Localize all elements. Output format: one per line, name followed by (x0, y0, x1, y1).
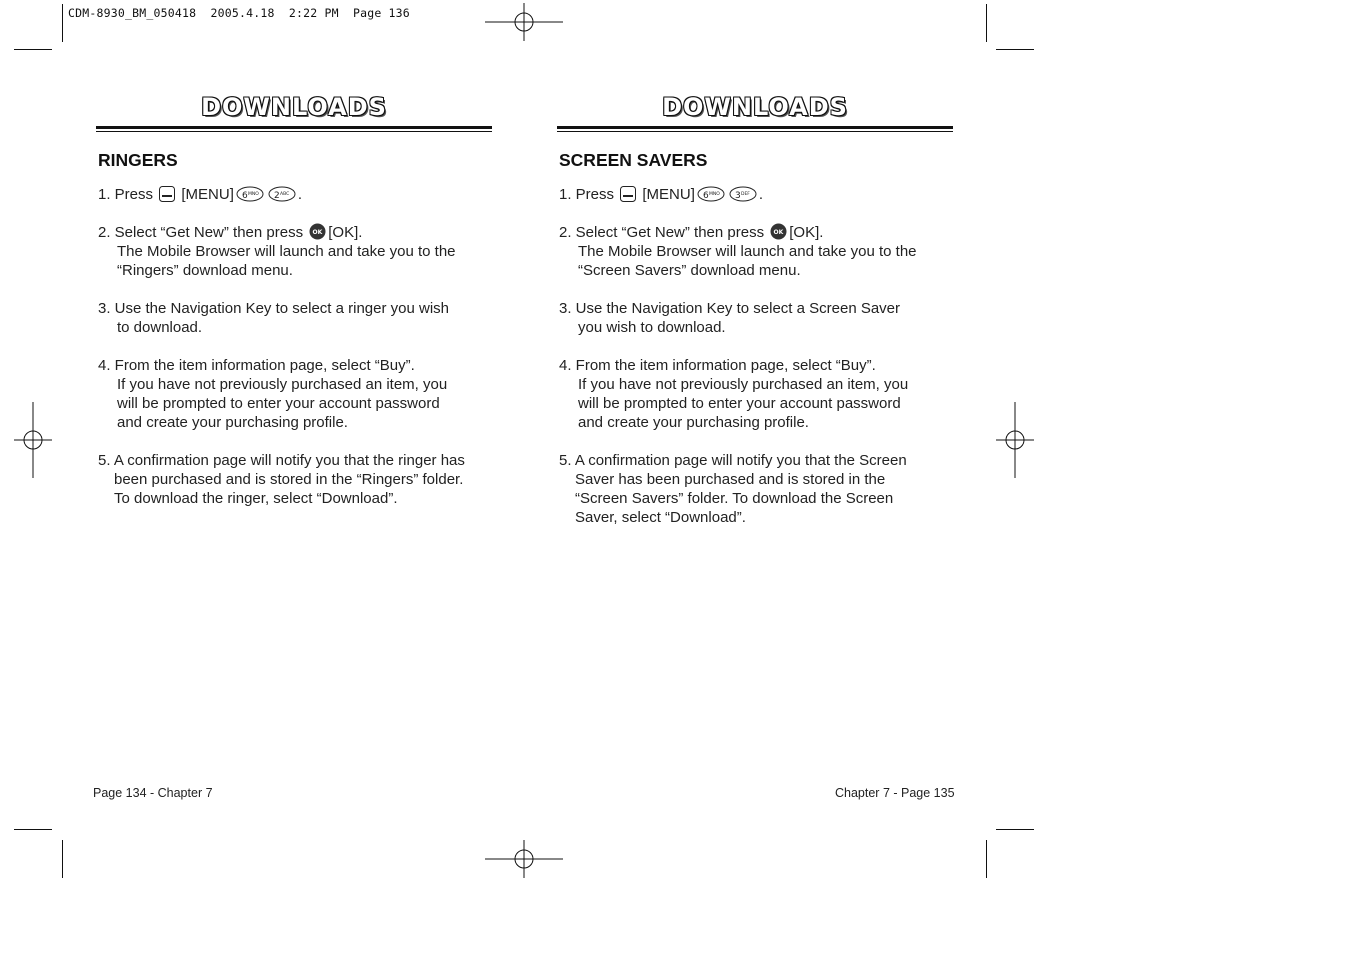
step-line: been purchased and is stored in the “Ringers” folder. (114, 471, 464, 488)
section-title: RINGERS (98, 150, 178, 170)
step-2 (98, 223, 492, 280)
title-rule (557, 126, 953, 129)
title-rule (96, 126, 492, 129)
step-line: 5. A confirmation page will notify you that the ringer has (98, 452, 465, 469)
step-line: 3. Use the Navigation Key to select a ringer you wish (98, 300, 450, 317)
svg-text:2: 2 (273, 191, 280, 201)
crop-mark (986, 840, 987, 878)
step-line: and create your purchasing profile. (117, 414, 348, 431)
step-line: To download the ringer, select “Download”. (114, 490, 398, 507)
registration-mark-icon (485, 3, 563, 41)
key-2-abc-icon (268, 186, 296, 202)
crop-mark (62, 4, 63, 42)
steps-list (98, 185, 492, 508)
step-line (98, 223, 492, 242)
key-3-def-icon (729, 186, 757, 202)
step-text: [OK]. (328, 224, 363, 241)
step-line: 5. A confirmation page will notify you that the Screen (559, 452, 907, 469)
step-3 (98, 299, 492, 337)
step-line: “Ringers” download menu. (117, 262, 293, 279)
step-1 (559, 185, 953, 204)
page-footer: Page 134 - Chapter 7 (93, 786, 213, 800)
step-line: and create your purchasing profile. (578, 414, 809, 431)
ok-key-icon (770, 223, 787, 240)
step-line: 4. From the item information page, select “Buy”. (559, 357, 876, 374)
ok-key-icon (309, 223, 326, 240)
svg-text:6: 6 (702, 191, 709, 201)
step-line: “Screen Savers” download menu. (578, 262, 801, 279)
title-rule (96, 131, 492, 132)
crop-mark (996, 49, 1034, 50)
page-footer: Chapter 7 - Page 135 (835, 786, 955, 800)
right-page (557, 90, 953, 546)
page-title: DOWNLOADS (662, 93, 848, 121)
step-line: Saver has been purchased and is stored in the (575, 471, 886, 488)
left-soft-key-icon (620, 186, 636, 202)
step-text: [MENU] (642, 186, 695, 203)
step-text: . (758, 186, 764, 203)
steps-list (559, 185, 953, 527)
step-line: will be prompted to enter your account password (117, 395, 440, 412)
step-text: [OK]. (789, 224, 824, 241)
registration-mark-icon (996, 402, 1034, 478)
step-line: If you have not previously purchased an item, you (117, 376, 448, 393)
step-text: [MENU] (181, 186, 234, 203)
registration-mark-icon (485, 840, 563, 878)
page-title: DOWNLOADS (201, 93, 387, 121)
step-2 (559, 223, 953, 280)
crop-mark (62, 840, 63, 878)
step-line: Saver, select “Download”. (575, 509, 746, 526)
step-text: 1. Press (98, 186, 154, 203)
step-line: will be prompted to enter your account password (578, 395, 901, 412)
step-text: 1. Press (559, 186, 615, 203)
step-1 (98, 185, 492, 204)
step-5 (98, 451, 492, 508)
svg-text:6: 6 (241, 191, 248, 201)
svg-text:MNO: MNO (708, 192, 720, 197)
svg-text:ABC: ABC (279, 192, 290, 197)
key-6-mno-icon (697, 186, 725, 202)
step-line: If you have not previously purchased an item, you (578, 376, 909, 393)
step-4 (559, 356, 953, 432)
left-page (96, 90, 492, 527)
step-line: The Mobile Browser will launch and take you to the (578, 243, 917, 260)
step-line: you wish to download. (578, 319, 726, 336)
step-3 (559, 299, 953, 337)
step-line (559, 223, 953, 242)
step-text: . (297, 186, 303, 203)
step-line: The Mobile Browser will launch and take you to the (117, 243, 456, 260)
title-rule (557, 131, 953, 132)
step-line: 3. Use the Navigation Key to select a Screen Saver (559, 300, 901, 317)
step-4 (98, 356, 492, 432)
svg-text:3: 3 (734, 191, 741, 201)
crop-mark (996, 829, 1034, 830)
step-line: to download. (117, 319, 203, 336)
key-6-mno-icon (236, 186, 264, 202)
step-text: 2. Select “Get New” then press (559, 224, 765, 241)
svg-text:DEF: DEF (740, 192, 750, 197)
step-text: 2. Select “Get New” then press (98, 224, 304, 241)
crop-mark (14, 829, 52, 830)
step-line: 4. From the item information page, select “Buy”. (98, 357, 415, 374)
left-soft-key-icon (159, 186, 175, 202)
svg-text:OK: OK (312, 229, 323, 236)
crop-mark (986, 4, 987, 42)
section-title: SCREEN SAVERS (559, 150, 708, 170)
step-line: “Screen Savers” folder. To download the Screen (575, 490, 894, 507)
svg-text:OK: OK (773, 229, 784, 236)
print-slug: CDM-8930_BM_050418 2005.4.18 2:22 PM Page 136 (68, 6, 410, 20)
svg-text:MNO: MNO (247, 192, 259, 197)
registration-mark-icon (14, 402, 52, 478)
crop-mark (14, 49, 52, 50)
step-5 (559, 451, 953, 527)
